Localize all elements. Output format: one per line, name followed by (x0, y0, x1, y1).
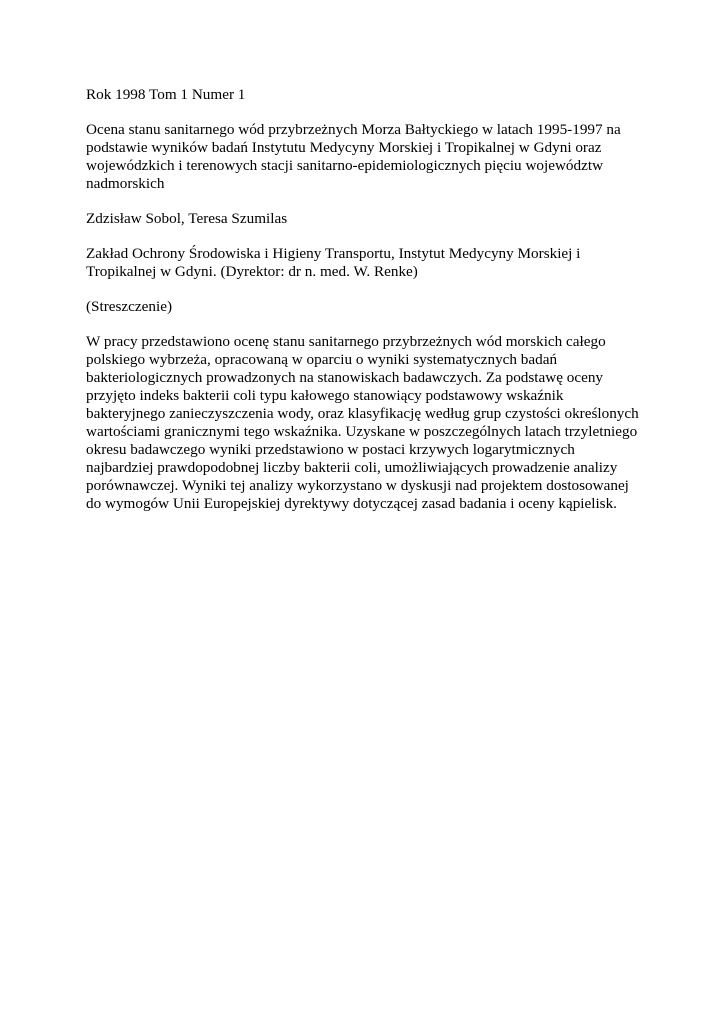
affiliation: Zakład Ochrony Środowiska i Higieny Transportu, Instytut Medycyny Morskiej i Tropikalnej w Gdyni. (Dyrektor: dr n. med. W. Renke) (86, 245, 581, 280)
abstract-text: W pracy przedstawiono ocenę stanu sanitarnego przybrzeżnych wód morskich całego polskiego wybrzeża, opracowaną w oparciu o wyniki systematycznych badań bakteriologicznych prowadzonych na stanowiskach badawczych. Za podstawę oceny przyjęto indeks bakterii coli typu kałowego stanowiący podstawowy wskaźnik bakteryjnego zanieczyszczenia wody, oraz klasyfikację według grup czystości określonych wartościami granicznymi tego wskaźnika. Uzyskane w poszczególnych latach trzyletniego okresu badawczego wyniki przedstawiono w postaci krzywych logarytmicznych najbardziej prawdopodobnej liczby bakterii coli, umożliwiających prowadzenie analizy porównawczej. Wyniki tej analizy wykorzystano w dyskusji nad projektem dostosowanej do wymogów Unii Europejskiej dyrektywy dotyczącej zasad badania i oceny kąpielisk. (86, 333, 639, 512)
document-page (86, 86, 646, 513)
issue-line: Rok 1998 Tom 1 Numer 1 (86, 86, 246, 103)
authors: Zdzisław Sobol, Teresa Szumilas (86, 210, 288, 227)
article-title: Ocena stanu sanitarnego wód przybrzeżnych Morza Bałtyckiego w latach 1995-1997 na podstawie wyników badań Instytutu Medycyny Morskiej i Tropikalnej w Gdyni oraz wojewódzkich i terenowych stacji sanitarno-epidemiologicznych pięciu województw nadmorskich (86, 121, 621, 192)
abstract-label: (Streszczenie) (86, 298, 173, 315)
